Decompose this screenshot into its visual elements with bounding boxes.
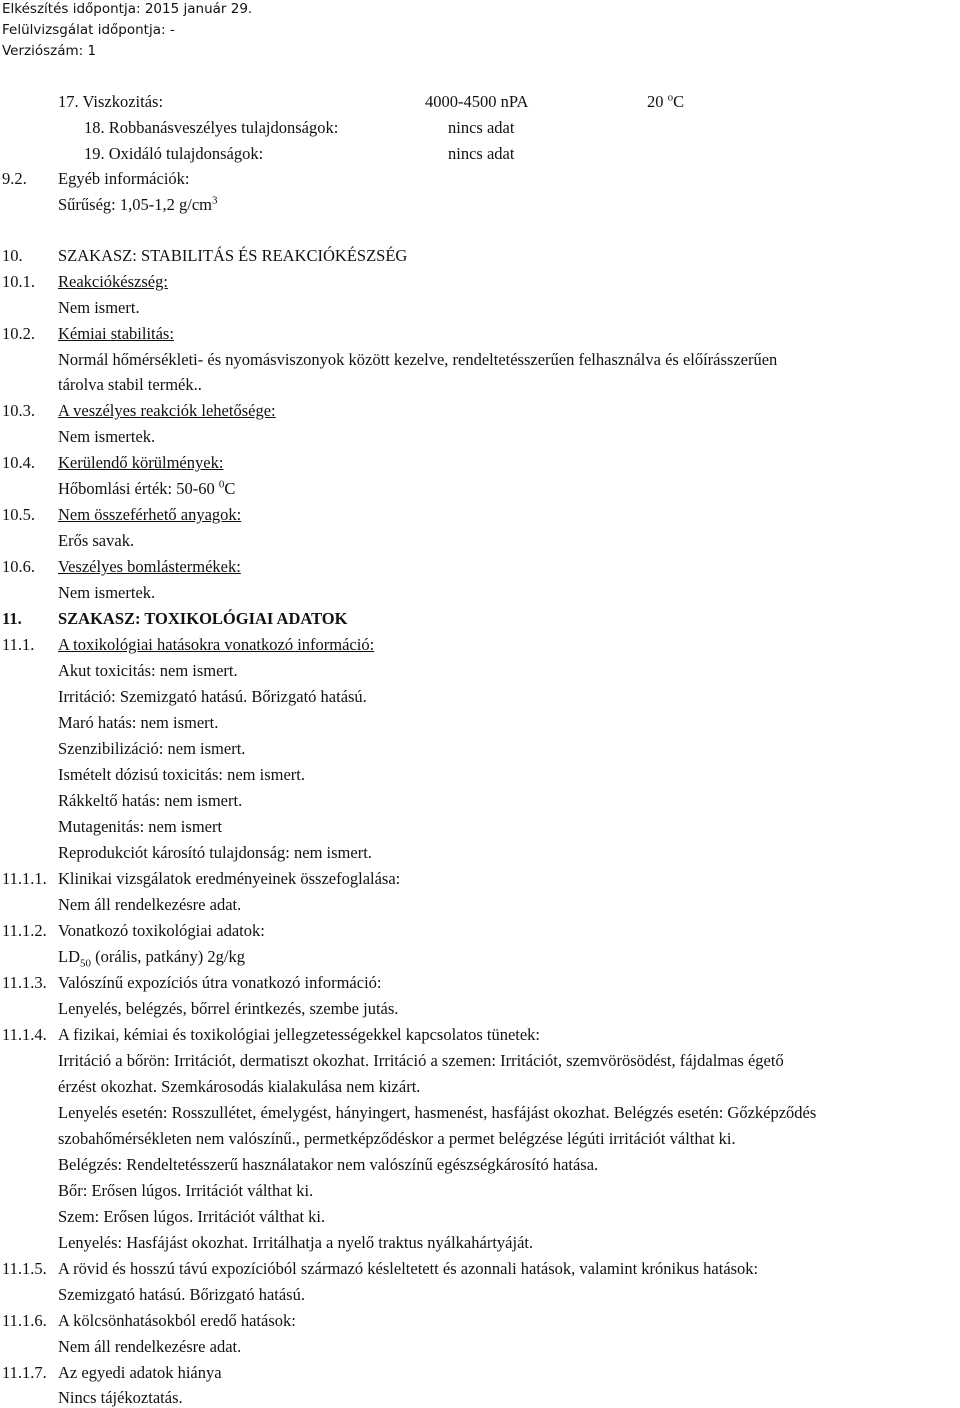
symptom-line: Irritáció a bőrön: Irritációt, dermatiszt okozhat. Irritáció a szemen: Irritációt, szemvörösödést, fájdalmas égető bbox=[58, 1051, 784, 1070]
section-11-1-3-number: 11.1.3. bbox=[2, 973, 47, 992]
tox-item-sensitization: Szenzibilizáció: nem ismert. bbox=[58, 739, 246, 758]
section-10-6-number: 10.6. bbox=[2, 557, 35, 576]
section-11-1-1-text: Nem áll rendelkezésre adat. bbox=[58, 895, 242, 914]
section-10-5-title: Nem összeférhető anyagok: bbox=[58, 505, 242, 524]
prop-17-value: 4000-4500 nPA bbox=[425, 92, 529, 111]
symptom-line: Lenyelés esetén: Rosszullétet, émelygést, hányingert, hasmenést, hasfájást okozhat. Belégzés esetén: Gőzképződés bbox=[58, 1103, 817, 1122]
section-10-6-text: Nem ismertek. bbox=[58, 583, 156, 602]
section-10-2-text-1: Normál hőmérsékleti- és nyomásviszonyok között kezelve, rendeltetésszerűen felhasználva és előírásszerűen bbox=[58, 350, 778, 369]
section-11-1-5-number: 11.1.5. bbox=[2, 1259, 47, 1278]
symptom-line: érzést okozhat. Szemkárosodás kialakulása nem kizárt. bbox=[58, 1077, 421, 1096]
section-10-3-number: 10.3. bbox=[2, 401, 35, 420]
tox-item-irritation: Irritáció: Szemizgató hatású. Bőrizgató hatású. bbox=[58, 687, 367, 706]
section-10-2-text-2: tárolva stabil termék.. bbox=[58, 375, 202, 394]
section-11-1-5-text: Szemizgató hatású. Bőrizgató hatású. bbox=[58, 1285, 305, 1304]
prop-17-label: 17. Viszkozitás: bbox=[58, 92, 164, 111]
section-9-2-title: Egyéb információk: bbox=[58, 169, 190, 188]
prepared-date: Elkészítés időpontja: 2015 január 29. bbox=[2, 1, 253, 17]
section-10-1-text: Nem ismert. bbox=[58, 298, 140, 317]
symptom-line: szobahőmérsékleten nem valószínű., permetképződéskor a permet belégzése légúti irritációt válthat ki. bbox=[58, 1129, 736, 1148]
section-10-3-title: A veszélyes reakciók lehetősége: bbox=[58, 401, 276, 420]
section-10-4-text: Hőbomlási érték: 50-60 $^0$C bbox=[58, 478, 236, 498]
version-number: Verziószám: 1 bbox=[2, 43, 97, 59]
section-11-1-3-text: Lenyelés, belégzés, bőrrel érintkezés, szembe jutás. bbox=[58, 999, 399, 1018]
tox-item-repeated-dose: Ismételt dózisú toxicitás: nem ismert. bbox=[58, 765, 305, 784]
section-11-1-1-number: 11.1.1. bbox=[2, 869, 47, 888]
section-10-5-text: Erős savak. bbox=[58, 531, 135, 550]
section-11-number: 11. bbox=[2, 609, 22, 628]
tox-item-corrosive: Maró hatás: nem ismert. bbox=[58, 713, 219, 732]
section-11-1-7-title: Az egyedi adatok hiánya bbox=[58, 1363, 222, 1382]
section-11-1-6-title: A kölcsönhatásokból eredő hatások: bbox=[58, 1311, 296, 1330]
section-10-2-title: Kémiai stabilitás: bbox=[58, 324, 174, 343]
section-11-1-7-number: 11.1.7. bbox=[2, 1363, 47, 1382]
tox-item-carcinogenic: Rákkeltő hatás: nem ismert. bbox=[58, 791, 243, 810]
prop-18-value: nincs adat bbox=[448, 118, 515, 137]
section-10-1-number: 10.1. bbox=[2, 272, 35, 291]
section-10-number: 10. bbox=[2, 246, 23, 265]
revision-date: Felülvizsgálat időpontja: - bbox=[2, 22, 175, 38]
tox-item-reproductive: Reprodukciót károsító tulajdonság: nem ismert. bbox=[58, 843, 372, 862]
symptom-line: Szem: Erősen lúgos. Irritációt válthat ki. bbox=[58, 1207, 326, 1226]
tox-item-acute: Akut toxicitás: nem ismert. bbox=[58, 661, 238, 680]
prop-17-temp: 20 $^o$C bbox=[647, 91, 685, 111]
section-9-2-number: 9.2. bbox=[2, 169, 27, 188]
section-10-4-title: Kerülendő körülmények: bbox=[58, 453, 224, 472]
prop-19-label: 19. Oxidáló tulajdonságok: bbox=[84, 144, 264, 163]
ld50-value: $LD_{50}$ (orális, patkány) 2g/kg bbox=[58, 947, 245, 970]
section-10-5-number: 10.5. bbox=[2, 505, 35, 524]
section-11-1-4-title: A fizikai, kémiai és toxikológiai jellegzetességekkel kapcsolatos tünetek: bbox=[58, 1025, 541, 1044]
section-10-title: SZAKASZ: STABILITÁS ÉS REAKCIÓKÉSZSÉG bbox=[58, 246, 408, 265]
section-10-6-title: Veszélyes bomlástermékek: bbox=[58, 557, 241, 576]
section-11-1-number: 11.1. bbox=[2, 635, 35, 654]
section-11-1-2-number: 11.1.2. bbox=[2, 921, 47, 940]
symptom-line: Lenyelés: Hasfájást okozhat. Irritálhatja a nyelő traktus nyálkahártyáját. bbox=[58, 1233, 534, 1252]
section-11-1-1-title: Klinikai vizsgálatok eredményeinek összefoglalása: bbox=[58, 869, 401, 888]
symptom-line: Belégzés: Rendeltetésszerű használatakor nem valószínű egészségkárosító hatása. bbox=[58, 1155, 599, 1174]
section-11-1-5-title: A rövid és hosszú távú expozícióból származó késleltetett és azonnali hatások, valamint krónikus hatások: bbox=[58, 1259, 759, 1278]
symptom-line: Bőr: Erősen lúgos. Irritációt válthat ki. bbox=[58, 1181, 314, 1200]
section-11-1-7-text: Nincs tájékoztatás. bbox=[58, 1388, 183, 1407]
tox-item-mutagenic: Mutagenitás: nem ismert bbox=[58, 817, 223, 836]
section-11-1-4-number: 11.1.4. bbox=[2, 1025, 47, 1044]
section-11-1-3-title: Valószínű expozíciós útra vonatkozó információ: bbox=[58, 973, 382, 992]
density-text: Sűrűség: 1,05-1,2 $g/cm^3$ bbox=[58, 194, 218, 214]
section-10-4-number: 10.4. bbox=[2, 453, 35, 472]
prop-18-label: 18. Robbanásveszélyes tulajdonságok: bbox=[84, 118, 339, 137]
section-11-1-6-number: 11.1.6. bbox=[2, 1311, 47, 1330]
section-10-1-title: Reakciókészség: bbox=[58, 272, 168, 291]
section-10-2-number: 10.2. bbox=[2, 324, 35, 343]
section-11-1-title: A toxikológiai hatásokra vonatkozó információ: bbox=[58, 635, 375, 654]
prop-19-value: nincs adat bbox=[448, 144, 515, 163]
section-10-3-text: Nem ismertek. bbox=[58, 427, 156, 446]
section-11-title: SZAKASZ: TOXIKOLÓGIAI ADATOK bbox=[58, 609, 348, 628]
section-11-1-2-title: Vonatkozó toxikológiai adatok: bbox=[58, 921, 265, 940]
section-11-1-6-text: Nem áll rendelkezésre adat. bbox=[58, 1337, 242, 1356]
